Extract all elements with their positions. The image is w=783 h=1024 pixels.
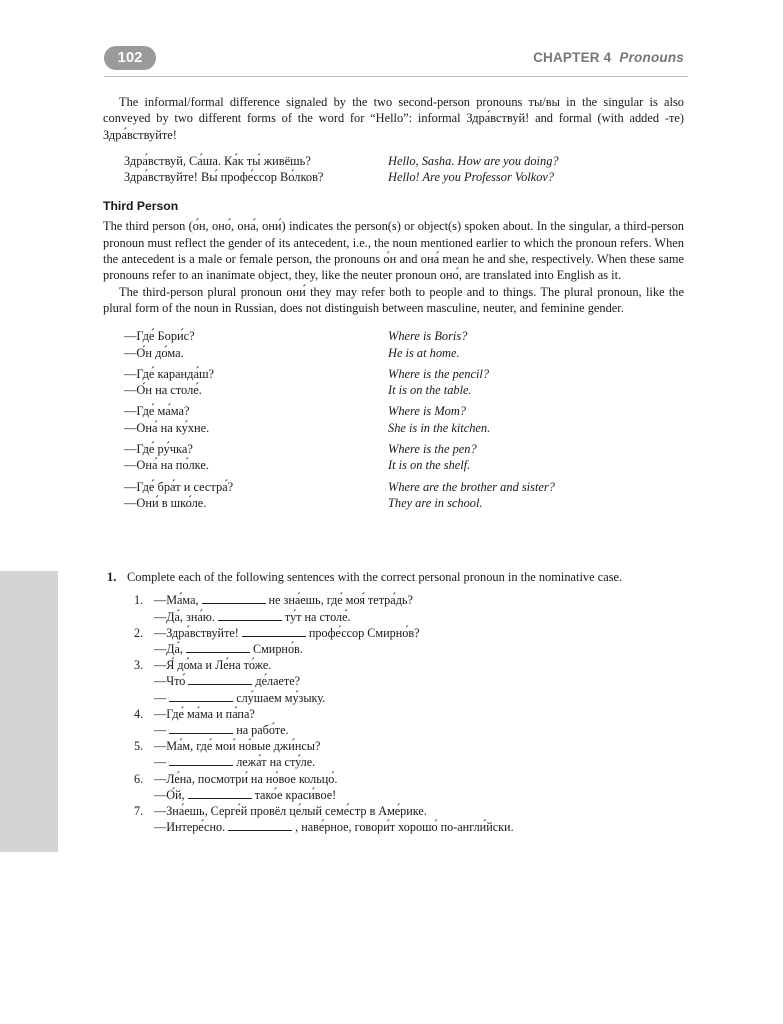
page-number-badge: 102 [104,46,156,70]
answer-ru: —Она́ на по́лке. [124,458,209,473]
example-row [124,153,684,169]
answer-ru: —Она́ на ку́хне. [124,420,210,435]
item-text: — [154,755,167,770]
item-number: 3. [134,658,144,673]
header-rule [104,76,688,77]
item-text: —Интере́сно. [154,820,226,835]
item-text: лежа́т на сту́ле. [236,755,316,770]
chapter-title [533,50,684,65]
exercise-item [134,803,684,835]
side-thumb-tab [0,571,58,852]
item-text: на рабо́те. [236,722,289,737]
question-en: Where is Mom? [388,404,466,419]
question-ru: —Где́ ма́ма? [124,404,190,419]
example-row [124,169,684,185]
item-text: — [154,690,167,705]
item-number: 7. [134,803,144,818]
item-number: 2. [134,625,144,640]
third-person-paragraph: The third person (о́н, оно́, она́, они́) indicates the person(s) or object(s) spoken about. In the singular, a third-person pronoun must reflect the gender of its antecedent, i.e., the noun mentioned earlier to which the pronoun refers. When the antecedent is a male or female person, the pronouns о́н and она́ mean he and she, respectively. When these same pronouns refer to an inanimate object, they, like the neuter pronoun оно́, are translated into English as it. [103,219,684,283]
answer-ru: —Они́ в шко́ле. [124,495,207,510]
section-label: Pronouns [619,50,684,65]
item-text: — [154,722,167,737]
answer-ru: —О́н до́ма. [124,345,184,360]
item-text: —Здра́вствуйте! [154,625,239,640]
answer-blank[interactable] [169,691,233,702]
answer-en: It is on the table. [388,383,472,398]
item-text: профе́ссор Смирно́в? [308,625,420,640]
example-group [124,441,684,474]
item-number: 5. [134,739,144,754]
exercise-item [134,706,684,738]
item-text: тако́е краси́вое! [254,787,337,802]
section-heading: Third Person [103,199,179,214]
question-ru: —Где́ бра́т и сестра́? [124,479,234,494]
answer-en: She is in the kitchen. [388,420,491,435]
answer-blank[interactable] [218,610,282,621]
chapter-label: CHAPTER 4 [533,50,612,65]
item-text: —Я́ до́ма и Ле́на то́же. [154,658,272,673]
item-text: не зна́ешь, где́ моя́ тетра́дь? [268,593,413,608]
answer-blank[interactable] [169,755,233,766]
item-number: 4. [134,706,144,721]
exercise-item [134,738,684,770]
item-number: 6. [134,771,144,786]
answer-en: They are in school. [388,495,483,510]
example-group [124,403,684,436]
answer-blank[interactable] [188,674,252,685]
intro-paragraph: The informal/formal difference signaled by the two second-person pronouns ты/вы in the singular is also conveyed by two different forms of the word for “Hello”: informal Здра́вствуй! and formal (with added -те) Здра́вствуйте! [103,95,684,142]
item-number: 1. [134,593,144,608]
item-text: де́лаете? [255,674,301,689]
exercise-item [134,657,684,706]
answer-blank[interactable] [188,788,252,799]
greeting-examples [124,153,684,186]
question-ru: —Где́ Бори́с? [124,329,195,344]
item-text: слу́шаем му́зыку. [236,690,326,705]
answer-blank[interactable] [186,642,250,653]
english-text: Hello, Sasha. How are you doing? [388,153,559,168]
answer-blank[interactable] [202,593,266,604]
item-text: —О́й, [154,787,185,802]
item-text: —Зна́ешь, Серге́й провёл це́лый семе́стр в Аме́рике. [154,803,427,818]
item-text: —Ле́на, посмотри́ на но́вое кольцо́. [154,771,338,786]
item-text: , наве́рное, говори́т хорошо́ по-англи́йски. [295,820,514,835]
answer-en: He is at home. [388,345,460,360]
answer-en: It is on the shelf. [388,458,471,473]
question-en: Where is the pen? [388,442,477,457]
example-group [124,366,684,399]
russian-text: Здра́вствуйте! Вы́ профе́ссор Во́лков? [124,170,324,185]
exercise-item [134,771,684,803]
item-text: —Да́, [154,641,183,656]
question-ru: —Где́ ру́чка? [124,442,193,457]
example-group [124,328,684,361]
third-person-examples [124,328,684,511]
exercise-item [134,592,684,624]
plural-paragraph: The third-person plural pronoun они́ they may refer both to people and to things. The plural pronoun, like the plural form of the noun in Russian, does not distinguish between masculine, neuter, and feminine gender. [103,284,684,315]
exercise-1 [107,569,684,835]
main-content [103,94,684,516]
question-en: Where is Boris? [388,329,468,344]
question-ru: —Где́ каранда́ш? [124,366,215,381]
russian-text: Здра́вствуй, Са́ша. Ка́к ты́ живёшь? [124,153,311,168]
english-text: Hello! Are you Professor Volkov? [388,170,555,185]
item-text: —Да́, зна́ю. [154,609,215,624]
exercise-items [134,592,684,835]
example-group [124,479,684,512]
exercise-number: 1. [107,570,117,584]
item-text: ту́т на столе́. [284,609,351,624]
answer-ru: —О́н на столе́. [124,383,202,398]
answer-blank[interactable] [169,723,233,734]
item-text: Смирно́в. [252,641,303,656]
exercise-item [134,625,684,657]
item-text: —Ма́м, где́ мои́ но́вые джи́нсы? [154,739,321,754]
question-en: Where is the pencil? [388,366,490,381]
item-text: —Ма́ма, [154,593,199,608]
exercise-header [107,569,684,585]
page-header [98,42,688,76]
item-text: —Где́ ма́ма и па́па? [154,706,255,721]
item-text: —Что́ [154,674,186,689]
answer-blank[interactable] [242,626,306,637]
question-en: Where are the brother and sister? [388,479,555,494]
exercise-instruction: Complete each of the following sentences with the correct personal pronoun in the nominative case. [127,570,623,584]
answer-blank[interactable] [228,820,292,831]
